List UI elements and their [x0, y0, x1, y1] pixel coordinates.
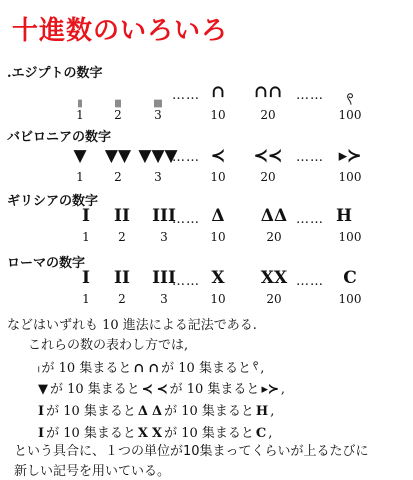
page-title: 十進数のいろいろ: [12, 16, 229, 46]
number-1: 1: [76, 108, 84, 122]
rule-unit-symbol: I: [38, 426, 45, 441]
rule-punct: ,: [260, 361, 265, 376]
rule-hundred-symbol: H: [255, 404, 269, 419]
symbol-100: ▸≻: [338, 146, 362, 166]
rule-punct: ,: [280, 382, 285, 397]
rule-ten-symbol: ∩: [148, 361, 160, 376]
section-heading-babylonian: バビロニアの数字: [7, 130, 112, 145]
rule-text: が 10 集まると: [164, 404, 254, 419]
rule-greek: [36, 400, 274, 419]
ellipsis: ……: [296, 88, 324, 103]
rule-punct: ,: [270, 404, 275, 419]
number-20: 20: [260, 170, 276, 184]
number-1: 1: [82, 230, 90, 244]
rule-ten-symbol: Δ: [137, 404, 148, 419]
rule-text: が 10 集まると: [41, 361, 132, 376]
symbol-20: ≺≺: [253, 146, 283, 166]
summary-line-1: という具合に、１つの単位が10集まってくらいが上るたびに: [14, 444, 369, 459]
rule-babylonian: [36, 378, 285, 397]
symbol-3: 𓏺𓏺𓏺𓏺: [154, 92, 162, 112]
number-3: 3: [154, 108, 162, 122]
number-20: 20: [260, 108, 276, 122]
symbol-20: ∩∩: [253, 82, 283, 102]
ellipsis: ……: [296, 212, 324, 227]
number-10: 10: [210, 292, 226, 306]
rule-text: が 10 集まると: [46, 404, 136, 419]
number-100: 100: [338, 230, 362, 244]
rule-unit-symbol: I: [38, 404, 45, 419]
symbol-10: ≺: [210, 146, 226, 166]
number-100: 100: [338, 108, 362, 122]
symbol-100: C: [343, 268, 357, 288]
rule-text: が 10 集まると: [50, 382, 140, 397]
number-100: 100: [338, 170, 362, 184]
rules-intro: これらの数の表わし方では,: [28, 338, 189, 353]
rule-hundred-symbol: 𓍢: [252, 361, 259, 376]
number-1: 1: [82, 292, 90, 306]
rule-ten-symbol: Δ: [152, 404, 163, 419]
symbol-20: XX: [260, 268, 288, 288]
symbol-100: H: [335, 206, 353, 226]
number-10: 10: [210, 108, 226, 122]
rule-punct: ,: [268, 426, 273, 441]
number-3: 3: [160, 230, 168, 244]
section-heading-roman: ローマの数字: [7, 256, 86, 271]
rule-unit-symbol: 𓏺: [38, 361, 40, 376]
symbol-10: ∩: [210, 82, 226, 102]
symbol-3: III: [152, 268, 176, 288]
number-2: 2: [118, 292, 126, 306]
rule-hundred-symbol: C: [255, 426, 267, 441]
section-heading-egyptian: .エジプトの数字: [7, 66, 103, 81]
number-10: 10: [210, 230, 226, 244]
rule-text: が 10 集まると: [46, 426, 136, 441]
ellipsis: ……: [296, 150, 324, 165]
symbol-1: 𓏺𓏺: [78, 92, 82, 112]
symbol-2: ▼▼: [104, 146, 132, 166]
rule-text: が 10 集まると: [164, 426, 254, 441]
ellipsis: ……: [296, 274, 324, 289]
number-3: 3: [154, 170, 162, 184]
rule-ten-symbol: ∩: [133, 361, 145, 376]
symbol-2: II: [114, 268, 130, 288]
symbol-3: ▼▼▼: [138, 146, 178, 166]
ellipsis: ……: [172, 150, 200, 165]
symbol-2: 𓏺𓏺𓏺: [115, 92, 121, 112]
symbol-20: ΔΔ: [260, 206, 288, 226]
rule-text: が 10 集まると: [169, 382, 260, 397]
symbol-10: Δ: [211, 206, 225, 226]
number-3: 3: [160, 292, 168, 306]
ellipsis: ……: [172, 212, 200, 227]
rule-ten-symbol: X: [152, 426, 163, 441]
rule-ten-symbol: ≺: [141, 382, 153, 397]
summary-line-2: 新しい記号を用いている。: [14, 464, 171, 479]
number-100: 100: [338, 292, 362, 306]
number-2: 2: [114, 170, 122, 184]
decimal-notation-sentence: などはいずれも 10 進法による記法である.: [7, 318, 257, 333]
symbol-3: III: [152, 206, 176, 226]
number-10: 10: [210, 170, 226, 184]
section-heading-greek: ギリシアの数字: [7, 194, 99, 209]
number-2: 2: [118, 230, 126, 244]
ellipsis: ……: [172, 88, 200, 103]
rule-unit-symbol: ▼: [38, 382, 48, 397]
rule-hundred-symbol: ▸≻: [261, 382, 279, 397]
symbol-100: 𓍢: [346, 92, 354, 112]
number-20: 20: [266, 230, 282, 244]
rule-text: が 10 集まると: [161, 361, 251, 376]
number-1: 1: [76, 170, 84, 184]
symbol-2: II: [114, 206, 130, 226]
symbol-10: X: [211, 268, 225, 288]
symbol-1: I: [82, 206, 90, 226]
symbol-1: ▼: [73, 146, 87, 166]
symbol-1: I: [82, 268, 90, 288]
ellipsis: ……: [172, 274, 200, 289]
rule-roman: [36, 422, 272, 441]
number-20: 20: [266, 292, 282, 306]
rule-ten-symbol: X: [137, 426, 148, 441]
rule-egyptian: [36, 356, 264, 377]
number-2: 2: [114, 108, 122, 122]
rule-ten-symbol: ≺: [156, 382, 168, 397]
